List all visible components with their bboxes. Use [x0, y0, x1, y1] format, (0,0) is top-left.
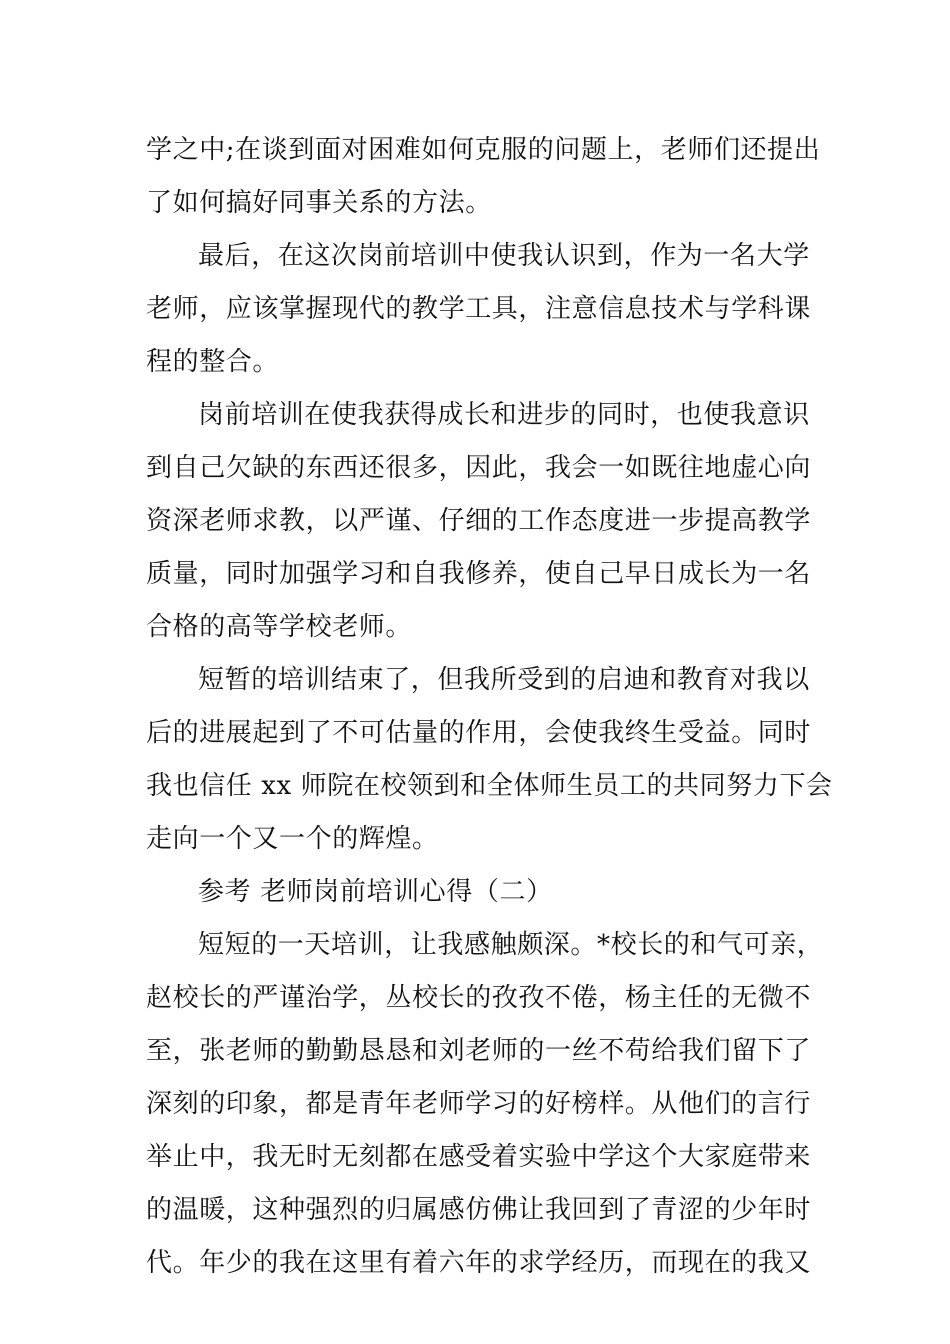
text-line: 代。年少的我在这里有着六年的求学经历，而现在的我又 [146, 1248, 812, 1278]
text-line: 后的进展起到了不可估量的作用，会使我终生受益。同时 [146, 718, 812, 748]
text-line: 赵校长的严谨治学，丛校长的孜孜不倦，杨主任的无微不 [146, 983, 812, 1013]
text-line: 我也信任 xx 师院在校领到和全体师生员工的共同努力下会 [146, 771, 833, 801]
text-line: 举止中，我无时无刻都在感受着实验中学这个大家庭带来 [146, 1142, 812, 1172]
paragraph-first-line: 参考 老师岗前培训心得（二） [198, 877, 553, 907]
text-line: 合格的高等学校老师。 [146, 612, 413, 642]
paragraph-first-line: 最后，在这次岗前培训中使我认识到，作为一名大学 [198, 241, 810, 271]
text-line: 质量，同时加强学习和自我修养，使自己早日成长为一名 [146, 559, 812, 589]
text-line: 至，张老师的勤勤恳恳和刘老师的一丝不苟给我们留下了 [146, 1036, 812, 1066]
paragraph-first-line: 短短的一天培训，让我感触颇深。*校长的和气可亲， [198, 930, 824, 960]
text-line: 学之中;在谈到面对困难如何克服的问题上，老师们还提出 [146, 135, 821, 165]
text-line: 深刻的印象，都是青年老师学习的好榜样。从他们的言行 [146, 1089, 812, 1119]
paragraph-first-line: 岗前培训在使我获得成长和进步的同时，也使我意识 [198, 400, 810, 430]
text-line: 资深老师求教，以严谨、仔细的工作态度进一步提高教学 [146, 506, 812, 536]
text-line: 的温暖，这种强烈的归属感仿佛让我回到了青涩的少年时 [146, 1195, 812, 1225]
text-line: 程的整合。 [146, 347, 280, 377]
document-body [146, 124, 833, 1290]
text-line: 到自己欠缺的东西还很多，因此，我会一如既往地虚心向 [146, 453, 812, 483]
text-line: 老师，应该掌握现代的教学工具，注意信息技术与学科课 [146, 294, 812, 324]
text-line: 了如何搞好同事关系的方法。 [146, 188, 492, 218]
text-line: 走向一个又一个的辉煌。 [146, 824, 439, 854]
paragraph-first-line: 短暂的培训结束了，但我所受到的启迪和教育对我以 [198, 665, 810, 695]
